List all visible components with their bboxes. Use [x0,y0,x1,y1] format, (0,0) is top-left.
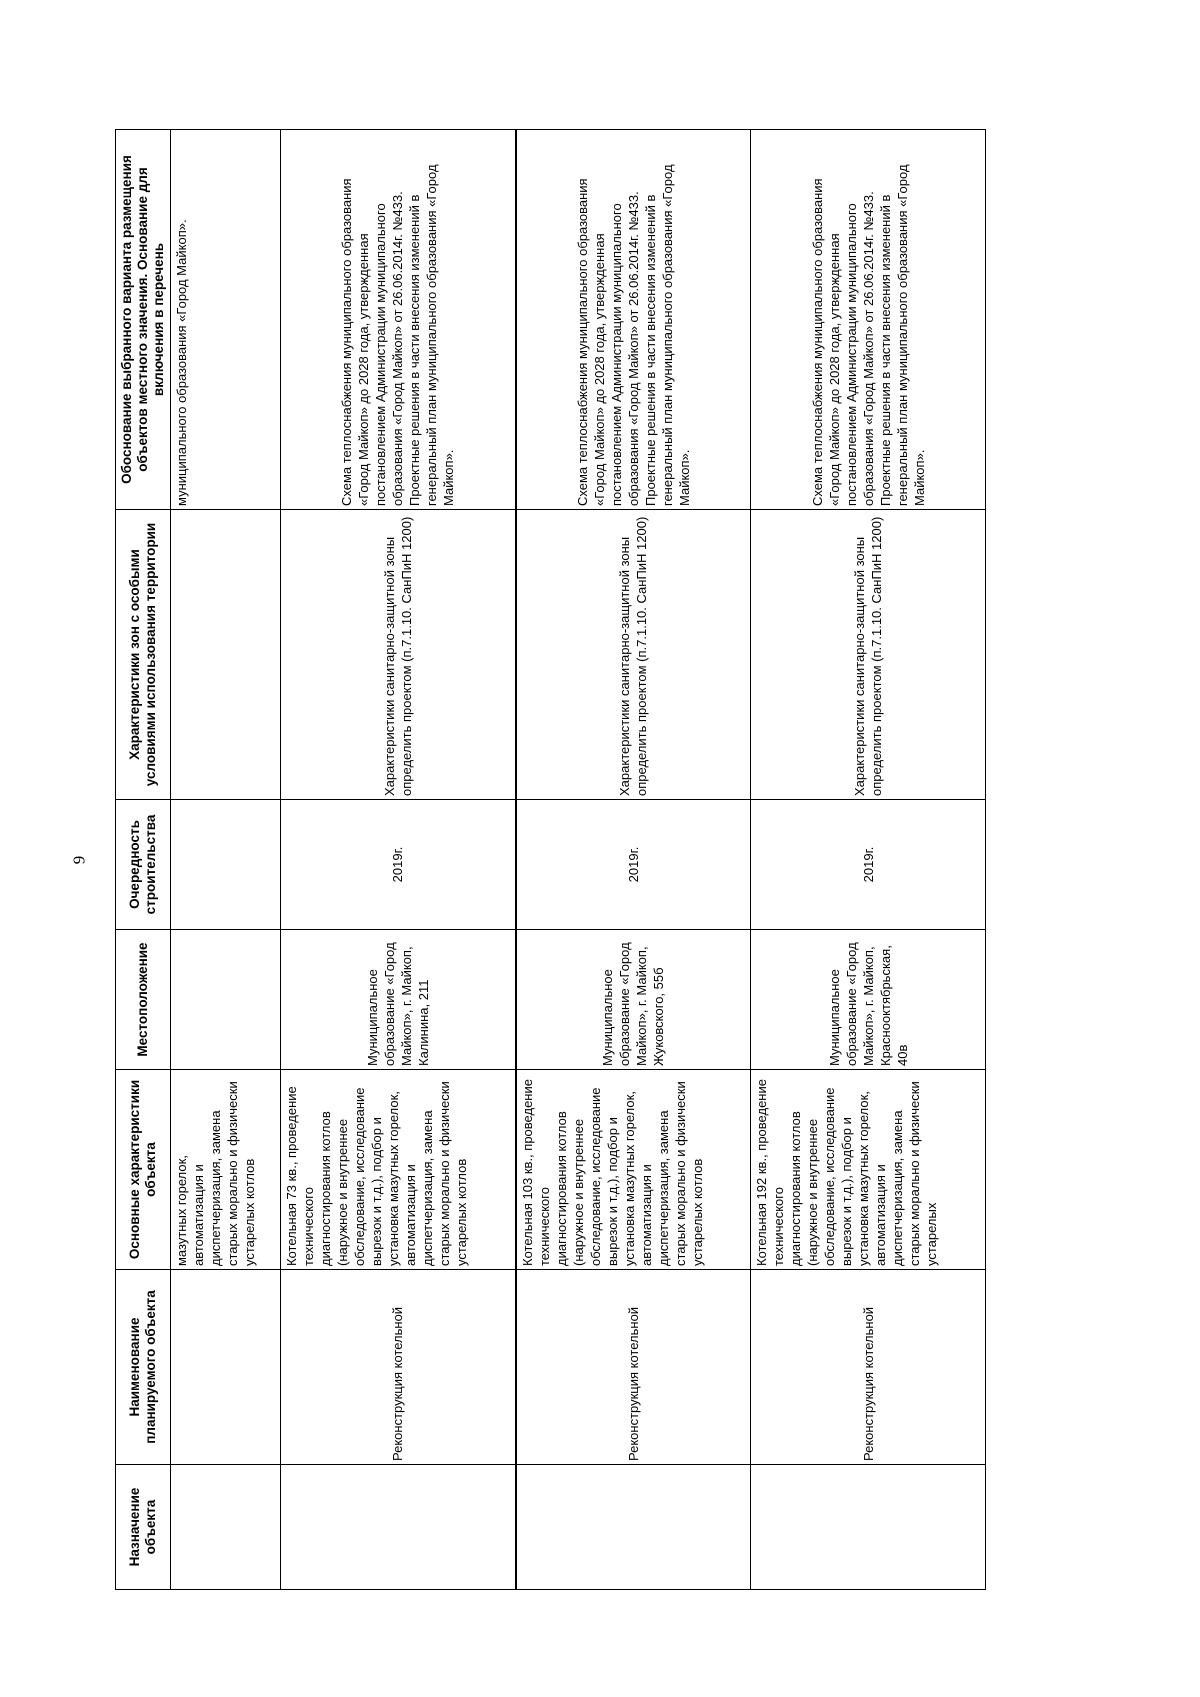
header-characteristics: Основные характеристики объекта [116,1070,171,1270]
cell-zones [171,510,281,800]
cell-zones: Характеристики санитарно-защитной зоны определить проектом (п.7.1.10. СанПиН 1200) [281,510,516,800]
cell-stage: 2019г. [516,800,751,930]
table-row [171,130,281,1590]
cell-zones: Характеристики санитарно-защитной зоны определить проектом (п.7.1.10. СанПиН 1200) [516,510,751,800]
cell-purpose [281,1465,516,1590]
cell-stage: 2019г. [751,800,986,930]
table-header-row [116,130,171,1590]
header-basis: Обоснование выбранного варианта размещения объектов местного значения. Основание для включения в перечень [116,130,171,510]
cell-basis: Схема теплоснабжения муниципального образования «Город Майкоп» до 2028 года, утвержденная постановлением Администрации муниципального образования «Город Майкоп» от 26.06.2014г. №433. Проектные решения в части внесения изменений в генеральный план муниципального образования «Город Майкоп». [281,130,516,510]
table-row [751,130,986,1590]
cell-name: Реконструкция котельной [751,1270,986,1465]
cell-characteristics: Котельная 73 кв., проведение технического диагностирования котлов (наружное и внутреннее обследование, исследование вырезок и т.д.), подбор и установка мазутных горелок, автоматизация и диспетчеризация, замена старых морально и физически устарелых котлов [281,1070,516,1270]
page-number: 9 [69,855,89,865]
objects-table [115,129,986,1590]
table-row [281,130,516,1590]
cell-location [171,930,281,1070]
cell-characteristics: мазутных горелок, автоматизация и диспетчеризация, замена старых морально и физически устарелых котлов [171,1070,281,1270]
cell-purpose [171,1465,281,1590]
header-location: Местоположение [116,930,171,1070]
cell-location: Муниципальное образование «Город Майкоп», г. Майкоп, Краснооктябрьская, 40в [751,930,986,1070]
rotated-table-container [115,130,985,1590]
header-purpose: Назначение объекта [116,1465,171,1590]
header-name: Наименование планируемого объекта [116,1270,171,1465]
cell-basis: муниципального образования «Город Майкоп». [171,130,281,510]
cell-name [171,1270,281,1465]
header-zones: Характеристики зон с особыми условиями использования территории [116,510,171,800]
cell-characteristics: Котельная 103 кв., проведение технического диагностирования котлов (наружное и внутреннее обследование, исследование вырезок и т.д.), подбор и установка мазутных горелок, автоматизация и диспетчеризация, замена старых морально и физически устарелых котлов [516,1070,751,1270]
cell-stage: 2019г. [281,800,516,930]
cell-name: Реконструкция котельной [281,1270,516,1465]
cell-zones: Характеристики санитарно-защитной зоны определить проектом (п.7.1.10. СанПиН 1200) [751,510,986,800]
cell-stage [171,800,281,930]
cell-basis: Схема теплоснабжения муниципального образования «Город Майкоп» до 2028 года, утвержденная постановлением Администрации муниципального образования «Город Майкоп» от 26.06.2014г. №433. Проектные решения в части внесения изменений в генеральный план муниципального образования «Город Майкоп». [516,130,751,510]
table-row [516,130,751,1590]
cell-basis: Схема теплоснабжения муниципального образования «Город Майкоп» до 2028 года, утвержденная постановлением Администрации муниципального образования «Город Майкоп» от 26.06.2014г. №433. Проектные решения в части внесения изменений в генеральный план муниципального образования «Город Майкоп». [751,130,986,510]
cell-location: Муниципальное образование «Город Майкоп», г. Майкоп, Калинина, 211 [281,930,516,1070]
cell-characteristics: Котельная 192 кв., проведение технического диагностирования котлов (наружное и внутреннее обследование, исследование вырезок и т.д.), подбор и установка мазутных горелок, автоматизация и диспетчеризация, замена старых морально и физически устарелых [751,1070,986,1270]
cell-name: Реконструкция котельной [516,1270,751,1465]
cell-location: Муниципальное образование «Город Майкоп», г. Майкоп, Жуковского, 55б [516,930,751,1070]
cell-purpose [751,1465,986,1590]
cell-purpose [516,1465,751,1590]
header-stage: Очередность строительства [116,800,171,930]
